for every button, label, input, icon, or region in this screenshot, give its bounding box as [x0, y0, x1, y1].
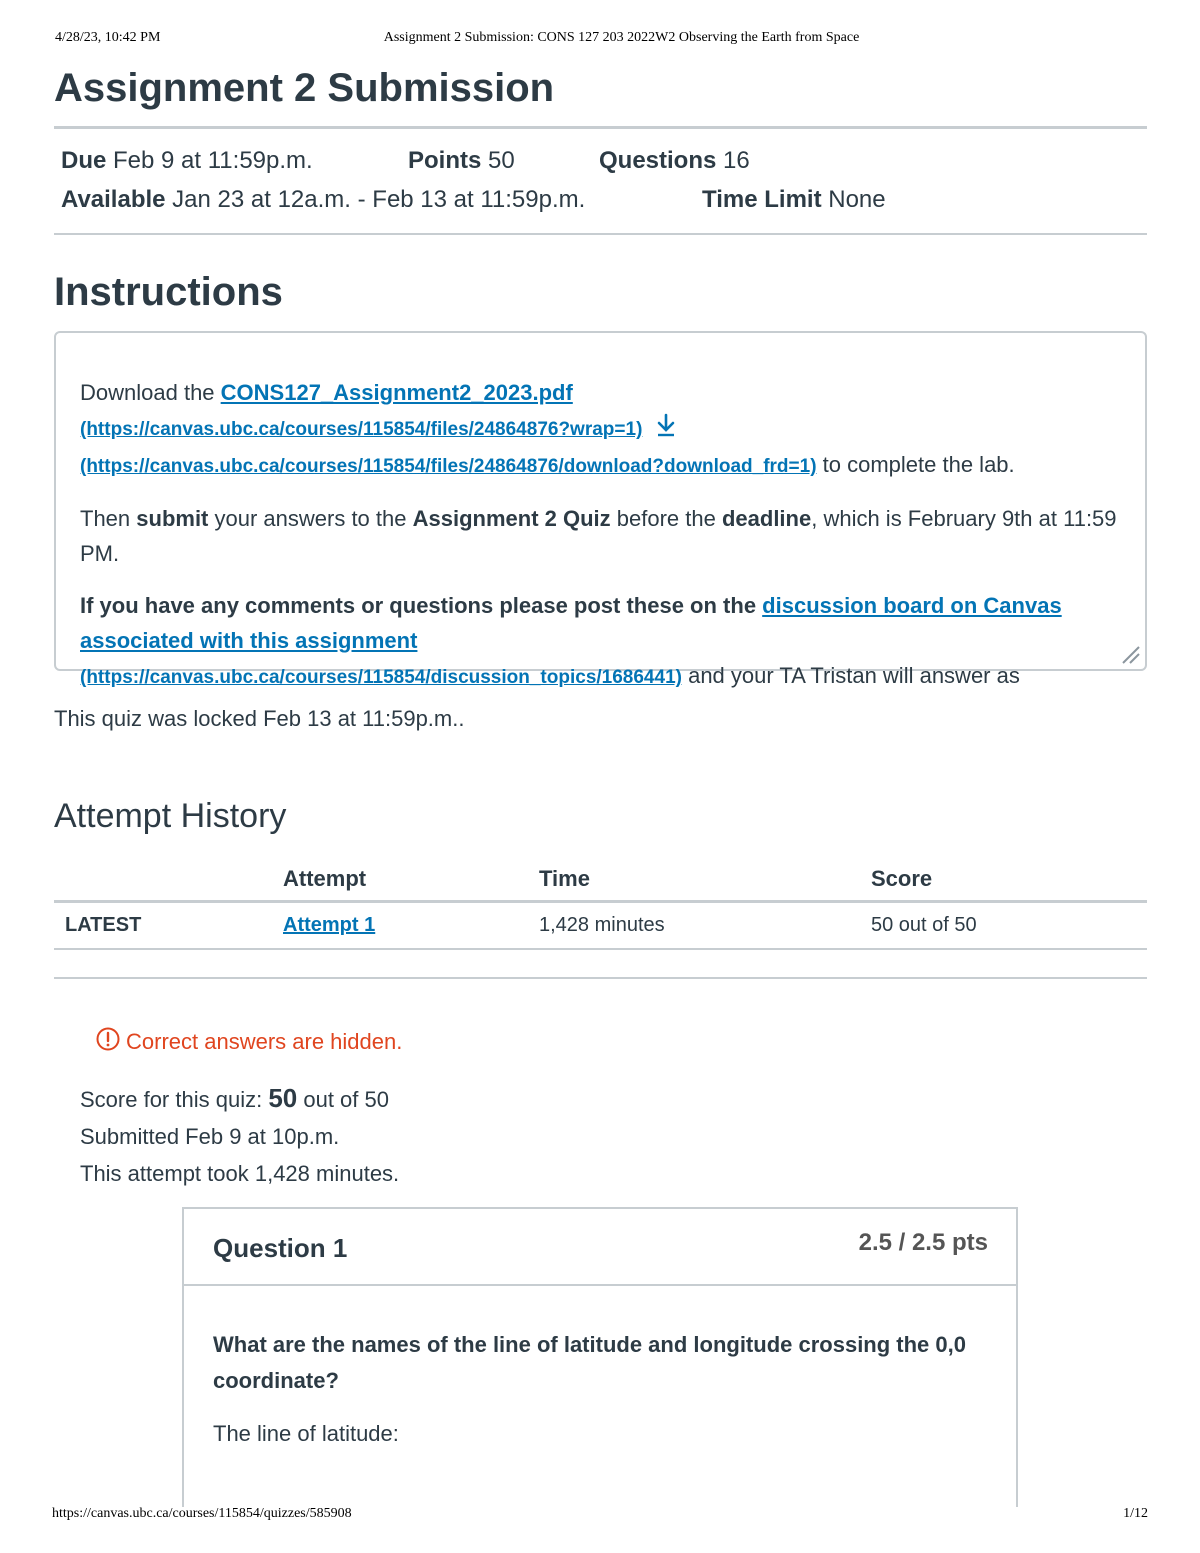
discussion-board-link[interactable]: discussion board on Canvas associated with this assignment: [80, 593, 1062, 653]
column-header-score: Score: [871, 858, 1147, 902]
question-subprompt: The line of latitude:: [213, 1421, 399, 1446]
question-points: 2.5 / 2.5 pts: [858, 1229, 988, 1256]
duration-line: This attempt took 1,428 minutes.: [80, 1161, 400, 1186]
lock-notice: This quiz was locked Feb 13 at 11:59p.m..: [54, 706, 465, 731]
instructions-heading: Instructions: [54, 270, 283, 314]
submit-text-3: before the: [610, 506, 722, 531]
question-title: Question 1: [213, 1233, 348, 1263]
submit-bold-3: deadline: [721, 506, 812, 531]
attempt-1-link[interactable]: Attempt 1: [283, 914, 376, 936]
submit-bold-1: submit: [136, 506, 209, 531]
questions-label: Questions: [599, 147, 717, 174]
quiz-details-row-1: [61, 147, 313, 175]
download-prefix: Download the: [80, 380, 221, 405]
points-value: 50: [488, 147, 515, 174]
table-header-row: [54, 858, 1147, 902]
print-page-number: 1/12: [1123, 1506, 1148, 1521]
time-limit-label: Time Limit: [702, 186, 822, 213]
print-url: https://canvas.ubc.ca/courses/115854/quizzes/585908: [52, 1506, 352, 1521]
column-header: [54, 858, 283, 902]
question-prompt: What are the names of the line of latitude and longitude crossing the 0,0 coordinate?: [213, 1332, 966, 1393]
attempt-history-heading: Attempt History: [54, 797, 287, 835]
discussion-suffix: and your TA Tristan will answer as: [681, 663, 1020, 688]
print-doc-title: Assignment 2 Submission: CONS 127 203 2022W2 Observing the Earth from Space: [383, 30, 860, 45]
score-suffix: out of 50: [297, 1087, 389, 1112]
download-icon[interactable]: [655, 412, 677, 447]
question-header: [184, 1209, 1016, 1286]
available-label: Available: [61, 186, 166, 213]
due-value: Feb 9 at 11:59p.m.: [113, 147, 313, 174]
instructions-box[interactable]: [54, 331, 1147, 688]
title-divider: [54, 126, 1147, 129]
hidden-answers-notice: [96, 1027, 402, 1057]
attempt-history-table: [54, 858, 1147, 950]
page-title: Assignment 2 Submission: [54, 66, 555, 110]
score-summary: [80, 1080, 399, 1192]
assignment-pdf-url[interactable]: (https://canvas.ubc.ca/courses/115854/files/24864876?wrap=1): [80, 419, 643, 440]
warning-icon: [96, 1027, 120, 1057]
submit-text-4: , which is February 9th at 11:59 PM.: [80, 506, 1117, 566]
question-body: [213, 1327, 988, 1452]
comments-paragraph: [80, 588, 1121, 695]
submit-paragraph: [80, 501, 1121, 571]
attempt-score: 50 out of 50: [871, 902, 1147, 950]
download-suffix: to complete the lab.: [816, 452, 1015, 477]
available-value: Jan 23 at 12a.m. - Feb 13 at 11:59p.m.: [172, 186, 586, 213]
download-url-link[interactable]: (https://canvas.ubc.ca/courses/115854/files/24864876/download?download_frd=1): [80, 456, 817, 477]
questions-value: 16: [723, 147, 750, 174]
question-1-card: [182, 1207, 1018, 1507]
discussion-url-link[interactable]: (https://canvas.ubc.ca/courses/115854/discussion_topics/1686441): [80, 667, 682, 688]
due-label: Due: [61, 147, 107, 174]
available-detail: [61, 186, 585, 214]
score-prefix: Score for this quiz:: [80, 1087, 269, 1112]
results-divider: [54, 977, 1147, 979]
hidden-answers-text: Correct answers are hidden.: [126, 1029, 403, 1054]
column-header-attempt: Attempt: [283, 858, 539, 902]
download-paragraph: [80, 375, 1121, 484]
submit-bold-2: Assignment 2 Quiz: [412, 506, 611, 531]
points-label: Points: [408, 147, 482, 174]
table-row: [54, 902, 1147, 950]
details-divider: [54, 233, 1147, 235]
score-value: 50: [268, 1083, 298, 1113]
score-line: [80, 1080, 399, 1118]
assignment-pdf-link[interactable]: CONS127_Assignment2_2023.pdf: [220, 380, 573, 405]
comments-bold: If you have any comments or questions please post these on the: [80, 593, 763, 618]
resize-handle-icon[interactable]: [1117, 641, 1141, 665]
attempt-time: 1,428 minutes: [539, 902, 871, 950]
questions-detail: [599, 147, 750, 175]
submit-text-2: your answers to the: [208, 506, 413, 531]
time-limit-detail: [702, 186, 886, 214]
print-datetime: 4/28/23, 10:42 PM: [55, 30, 161, 45]
points-detail: [408, 147, 515, 175]
column-header-time: Time: [539, 858, 871, 902]
time-limit-value: None: [828, 186, 886, 213]
latest-label: LATEST: [54, 902, 283, 950]
print-footer: [52, 1506, 1148, 1522]
submit-text-1: Then: [80, 506, 137, 531]
submitted-line: Submitted Feb 9 at 10p.m.: [80, 1124, 340, 1149]
